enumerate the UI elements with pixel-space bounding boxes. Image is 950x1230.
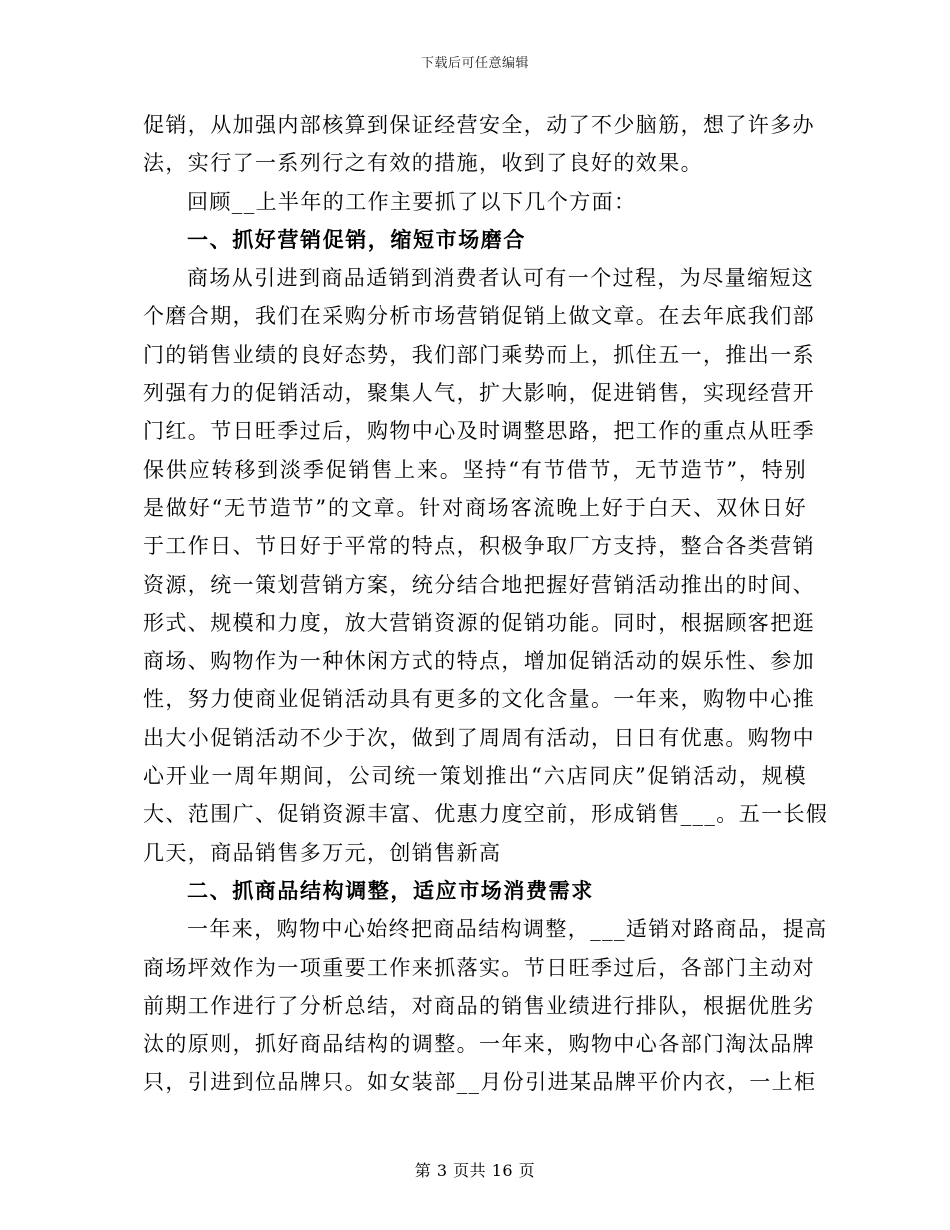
paragraph-line: 保供应转移到淡季促销售上来。坚持“有节借节，无节造节”，特别 <box>143 457 807 482</box>
paragraph-line: 商场坪效作为一项重要工作来抓落实。节日旺季过后，各部门主动对 <box>143 955 815 980</box>
paragraph-line: 是做好“无节造节”的文章。针对商场客流晚上好于白天、双休日好 <box>143 495 807 520</box>
section-heading-1: 一、抓好营销促销，缩短市场磨合 <box>187 226 526 252</box>
paragraph-line: 资源，统一策划营销方案，统分结合地把握好营销活动推出的时间、 <box>143 572 815 597</box>
document-body <box>143 106 829 1102</box>
page-footer: 第 3 页共 16 页 <box>414 1161 536 1180</box>
paragraph-line: 心开业一周年期间，公司统一策划推出“六店同庆”促销活动，规模 <box>143 764 807 789</box>
paragraph-line: 门红。节日旺季过后，购物中心及时调整思路，把工作的重点从旺季 <box>143 419 815 444</box>
paragraph-line: 前期工作进行了分析总结，对商品的销售业绩进行排队，根据优胜劣 <box>143 993 815 1018</box>
paragraph-line: 性，努力使商业促销活动具有更多的文化含量。一年来，购物中心推 <box>143 687 815 712</box>
paragraph-line: 商场从引进到商品适销到消费者认可有一个过程，为尽量缩短这 <box>187 266 815 291</box>
paragraph-line: 门的销售业绩的良好态势，我们部门乘势而上，抓住五一，推出一系 <box>143 342 815 367</box>
paragraph-line: 大、范围广、促销资源丰富、优惠力度空前，形成销售___。五一长假 <box>143 802 829 827</box>
paragraph-line: 只，引进到位品牌只。如女装部__月份引进某品牌平价内衣，一上柜 <box>143 1070 817 1095</box>
paragraph-line: 于工作日、节日好于平常的特点，积极争取厂方支持，整合各类营销 <box>143 534 815 559</box>
paragraph-line: 商场、购物作为一种休闲方式的特点，增加促销活动的娱乐性、参加 <box>143 649 815 674</box>
page-header: 下载后可任意编辑 <box>420 56 529 71</box>
paragraph-line: 列强有力的促销活动，聚集人气，扩大影响，促进销售，实现经营开 <box>143 381 815 406</box>
paragraph-line: 回顾__上半年的工作主要抓了以下几个方面： <box>187 189 637 214</box>
section-heading-2: 二、抓商品结构调整，适应市场消费需求 <box>187 877 594 903</box>
paragraph-line: 法，实行了一系列行之有效的措施，收到了良好的效果。 <box>143 151 703 176</box>
paragraph-line: 汰的原则，抓好商品结构的调整。一年来，购物中心各部门淘汰品牌 <box>143 1032 815 1057</box>
paragraph-line: 一年来，购物中心始终把商品结构调整，___适销对路商品，提高 <box>187 917 828 942</box>
paragraph-line: 个磨合期，我们在采购分析市场营销促销上做文章。在去年底我们部 <box>143 304 815 329</box>
paragraph-line: 形式、规模和力度，放大营销资源的促销功能。同时，根据顾客把逛 <box>143 610 815 635</box>
paragraph-line: 出大小促销活动不少于次，做到了周周有活动，日日有优惠。购物中 <box>143 725 815 750</box>
paragraph-line: 几天，商品销售多万元，创销售新高 <box>143 840 502 865</box>
paragraph-line: 促销，从加强内部核算到保证经营安全，动了不少脑筋，想了许多办 <box>143 113 815 137</box>
